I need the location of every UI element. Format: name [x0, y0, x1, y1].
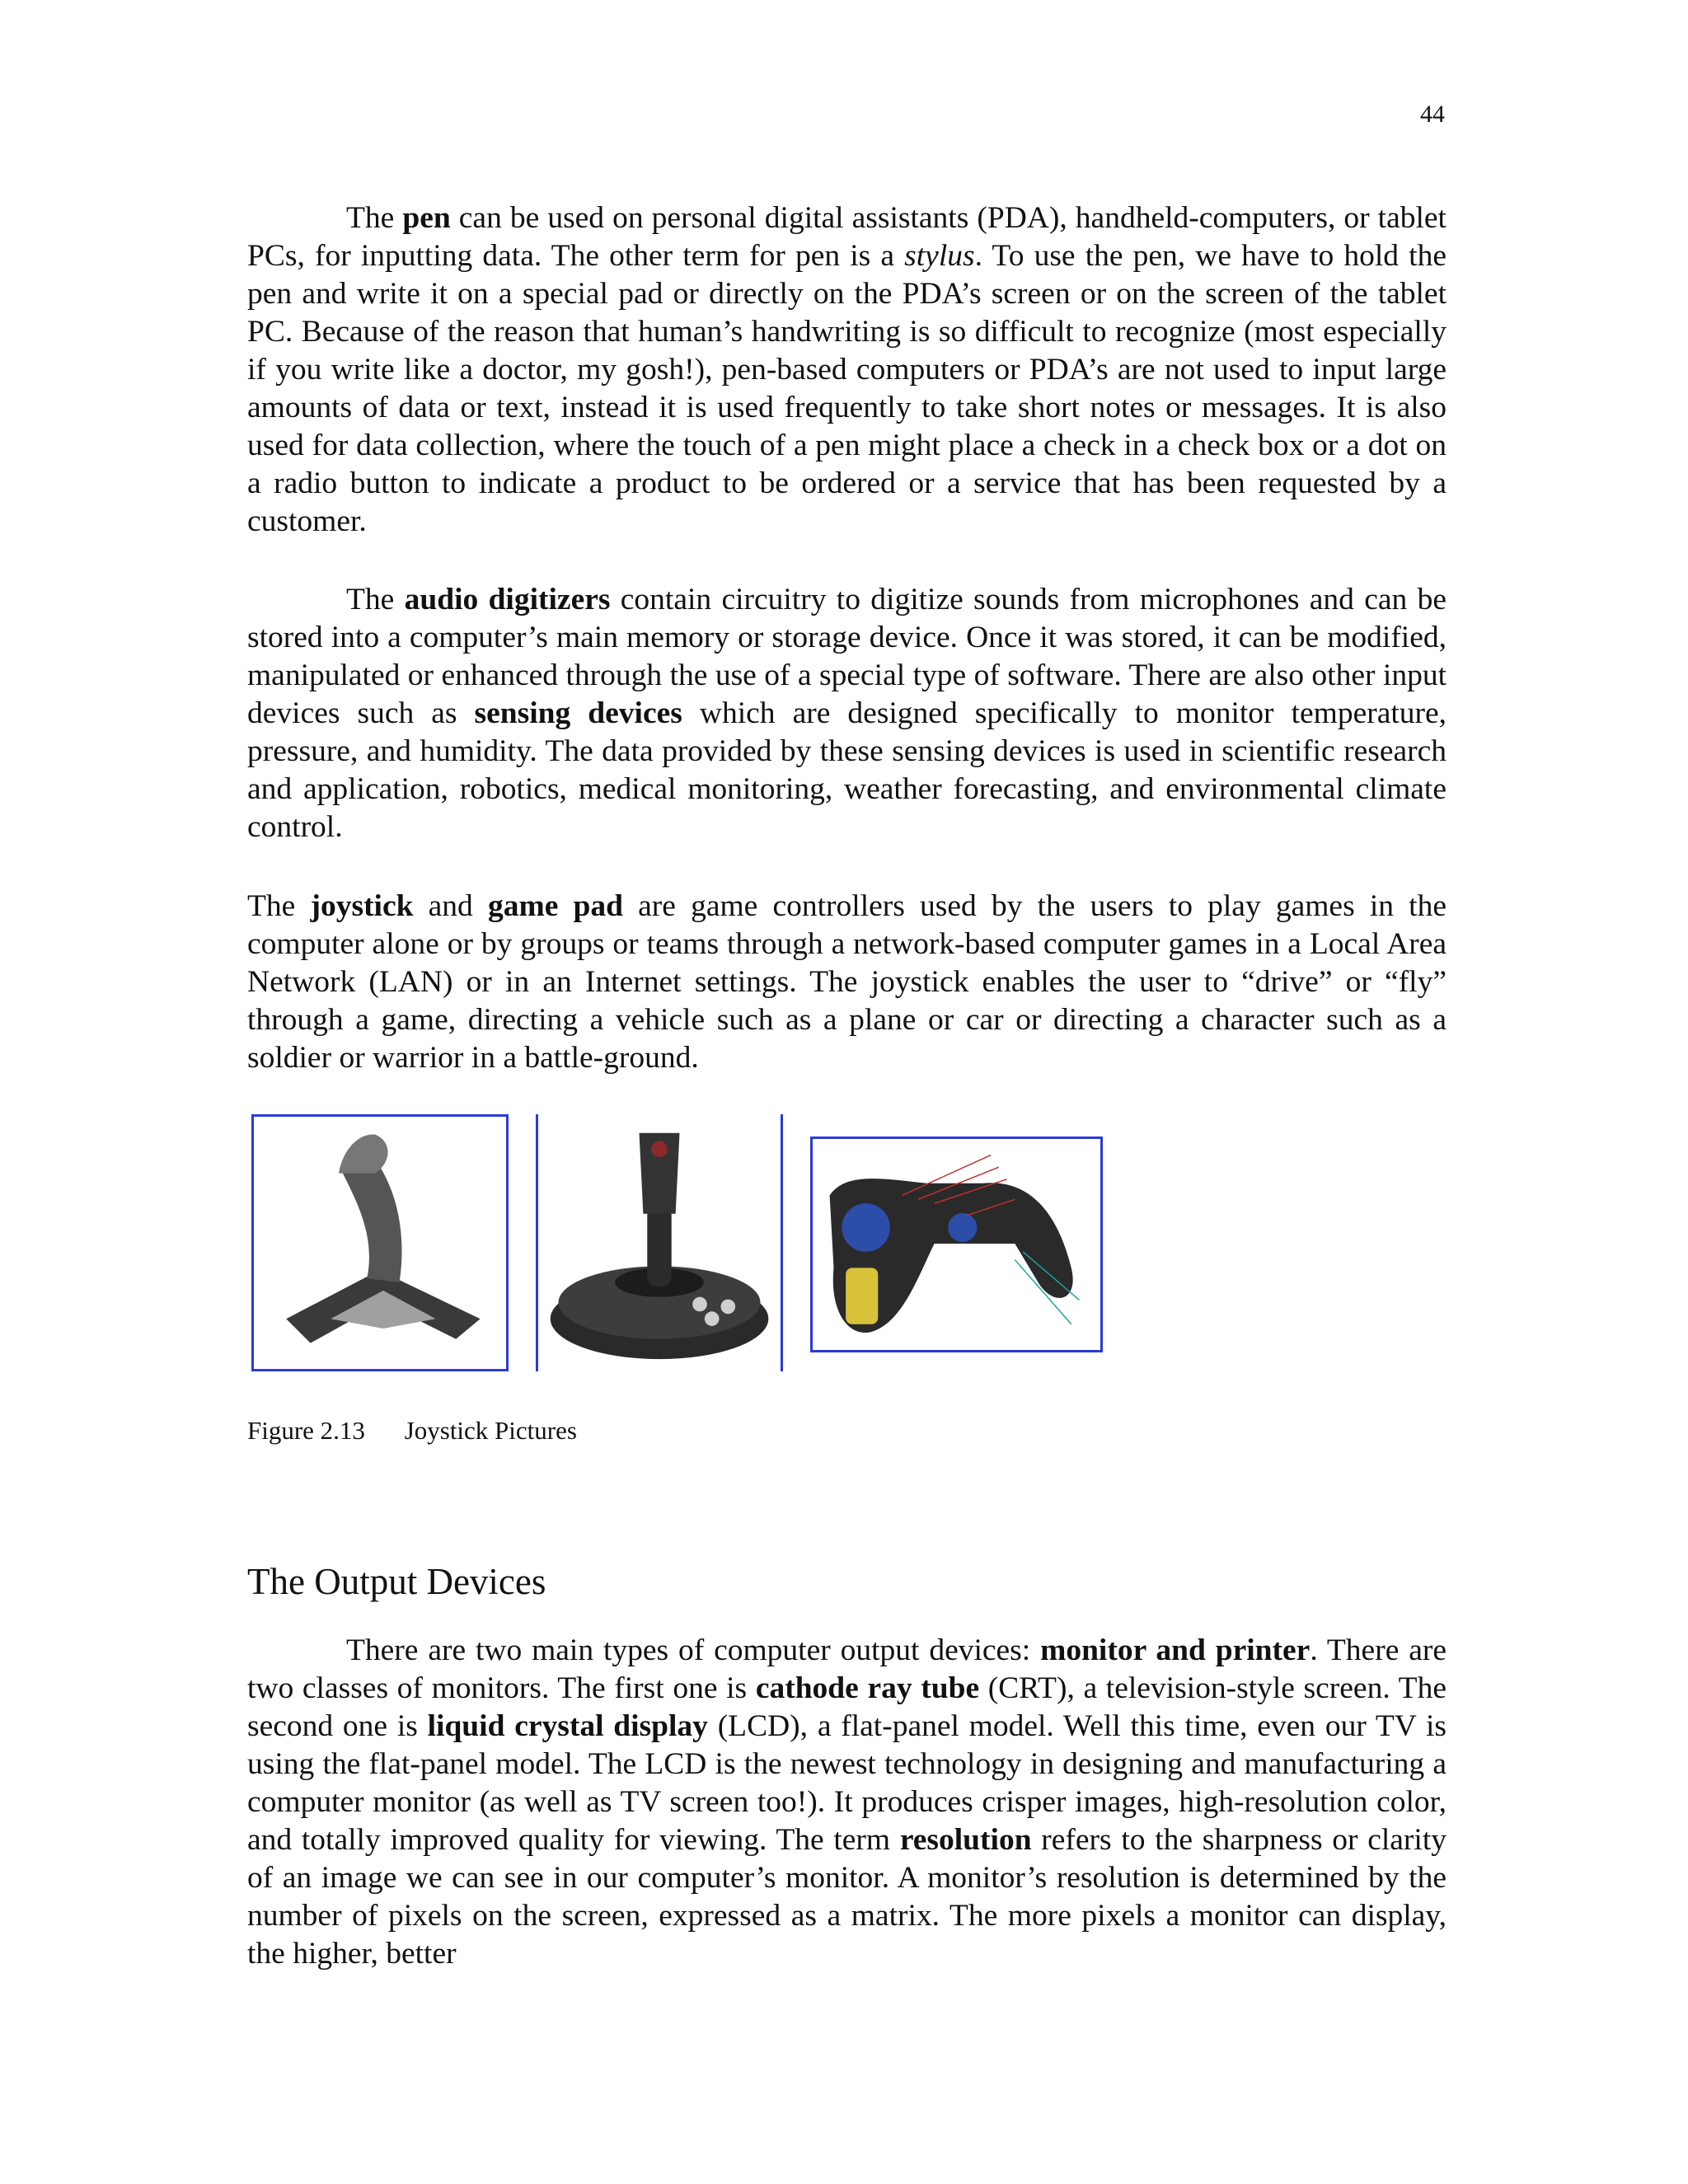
page-number: 44 [1420, 101, 1445, 128]
paragraph-joystick: The joystick and game pad are game controllers used by the users to play games in the computer alone or by groups or teams through a network-based computer games in a Local Area Network (LAN) or in an Internet settings. The joystick enables the user to “drive” or “fly” through a game, directing a vehicle such as a plane or car or directing a character such as a soldier or warrior in a battle-ground. [247, 889, 1447, 1075]
paragraph-pen: The pen can be used on personal digital assistants (PDA), handheld-computers, or tablet PCs, for inputting data. The other term for pen is a stylus. To use the pen, we have to hold the pen and write it on a special pad or directly on the PDA’s screen or on the screen of the tablet PC. Because of the reason that human’s handwriting is so difficult to recognize (most especially if you write like a doctor, my gosh!), pen-based computers or PDA’s are not used to input large amounts of data or text, instead it is used frequently to take short notes or messages. It is also used for data collection, where the touch of a pen might place a check in a check box or a dot on a radio button to indicate a product to be ordered or a service that has been requested by a customer. [247, 201, 1447, 538]
section-heading: The Output Devices [247, 1561, 546, 1602]
paragraph-output-devices: There are two main types of computer output devices: monitor and printer. There are two classes of monitors. The first one is cathode ray tube (CRT), a television-style screen. The second one is liquid crystal display (LCD), a flat-panel model. Well this time, even our TV is using the flat-panel model. The LCD is the newest technology in designing and manufacturing a computer monitor (as well as TV screen too!). It produces crisper images, high-resolution color, and totally improved quality for viewing. The term resolution refers to the sharpness or clarity of an image we can see in our computer’s monitor. A monitor’s resolution is determined by the number of pixels on the screen, expressed as a matrix. The more pixels a monitor can display, the higher, better [247, 1633, 1447, 1971]
bold-term: game pad [487, 889, 623, 923]
bold-term: liquid crystal display [427, 1709, 708, 1743]
figure-label: Figure 2.13 [247, 1416, 365, 1445]
italic-term: stylus [904, 239, 975, 273]
bold-term: cathode ray tube [755, 1671, 980, 1705]
figure-caption [247, 1416, 577, 1446]
figure-title: Joystick Pictures [404, 1416, 577, 1445]
bold-term: joystick [310, 889, 414, 923]
gamepad-image [810, 1137, 1103, 1352]
joystick-illustration-icon [254, 1117, 506, 1369]
bold-term: sensing devices [474, 696, 682, 730]
gamepad-illustration-icon [813, 1139, 1100, 1350]
bold-term: audio digitizers [404, 583, 611, 616]
joystick-image-1 [251, 1114, 509, 1371]
joystick-illustration-icon [538, 1114, 781, 1371]
joystick-image-2 [536, 1114, 783, 1371]
bold-term: resolution [899, 1823, 1032, 1857]
paragraph-audio-digitizers: The audio digitizers contain circuitry to digitize sounds from microphones and can be stored into a computer’s main memory or storage device. Once it was stored, it can be modified, manipulated or enhanced through the use of a special type of software. There are also other input devices such as sensing devices which are designed specifically to monitor temperature, pressure, and humidity. The data provided by these sensing devices is used in scientific research and application, robotics, medical monitoring, weather forecasting, and environmental climate control. [247, 583, 1447, 844]
bold-term: pen [402, 201, 451, 235]
bold-term: monitor and printer [1040, 1633, 1311, 1667]
